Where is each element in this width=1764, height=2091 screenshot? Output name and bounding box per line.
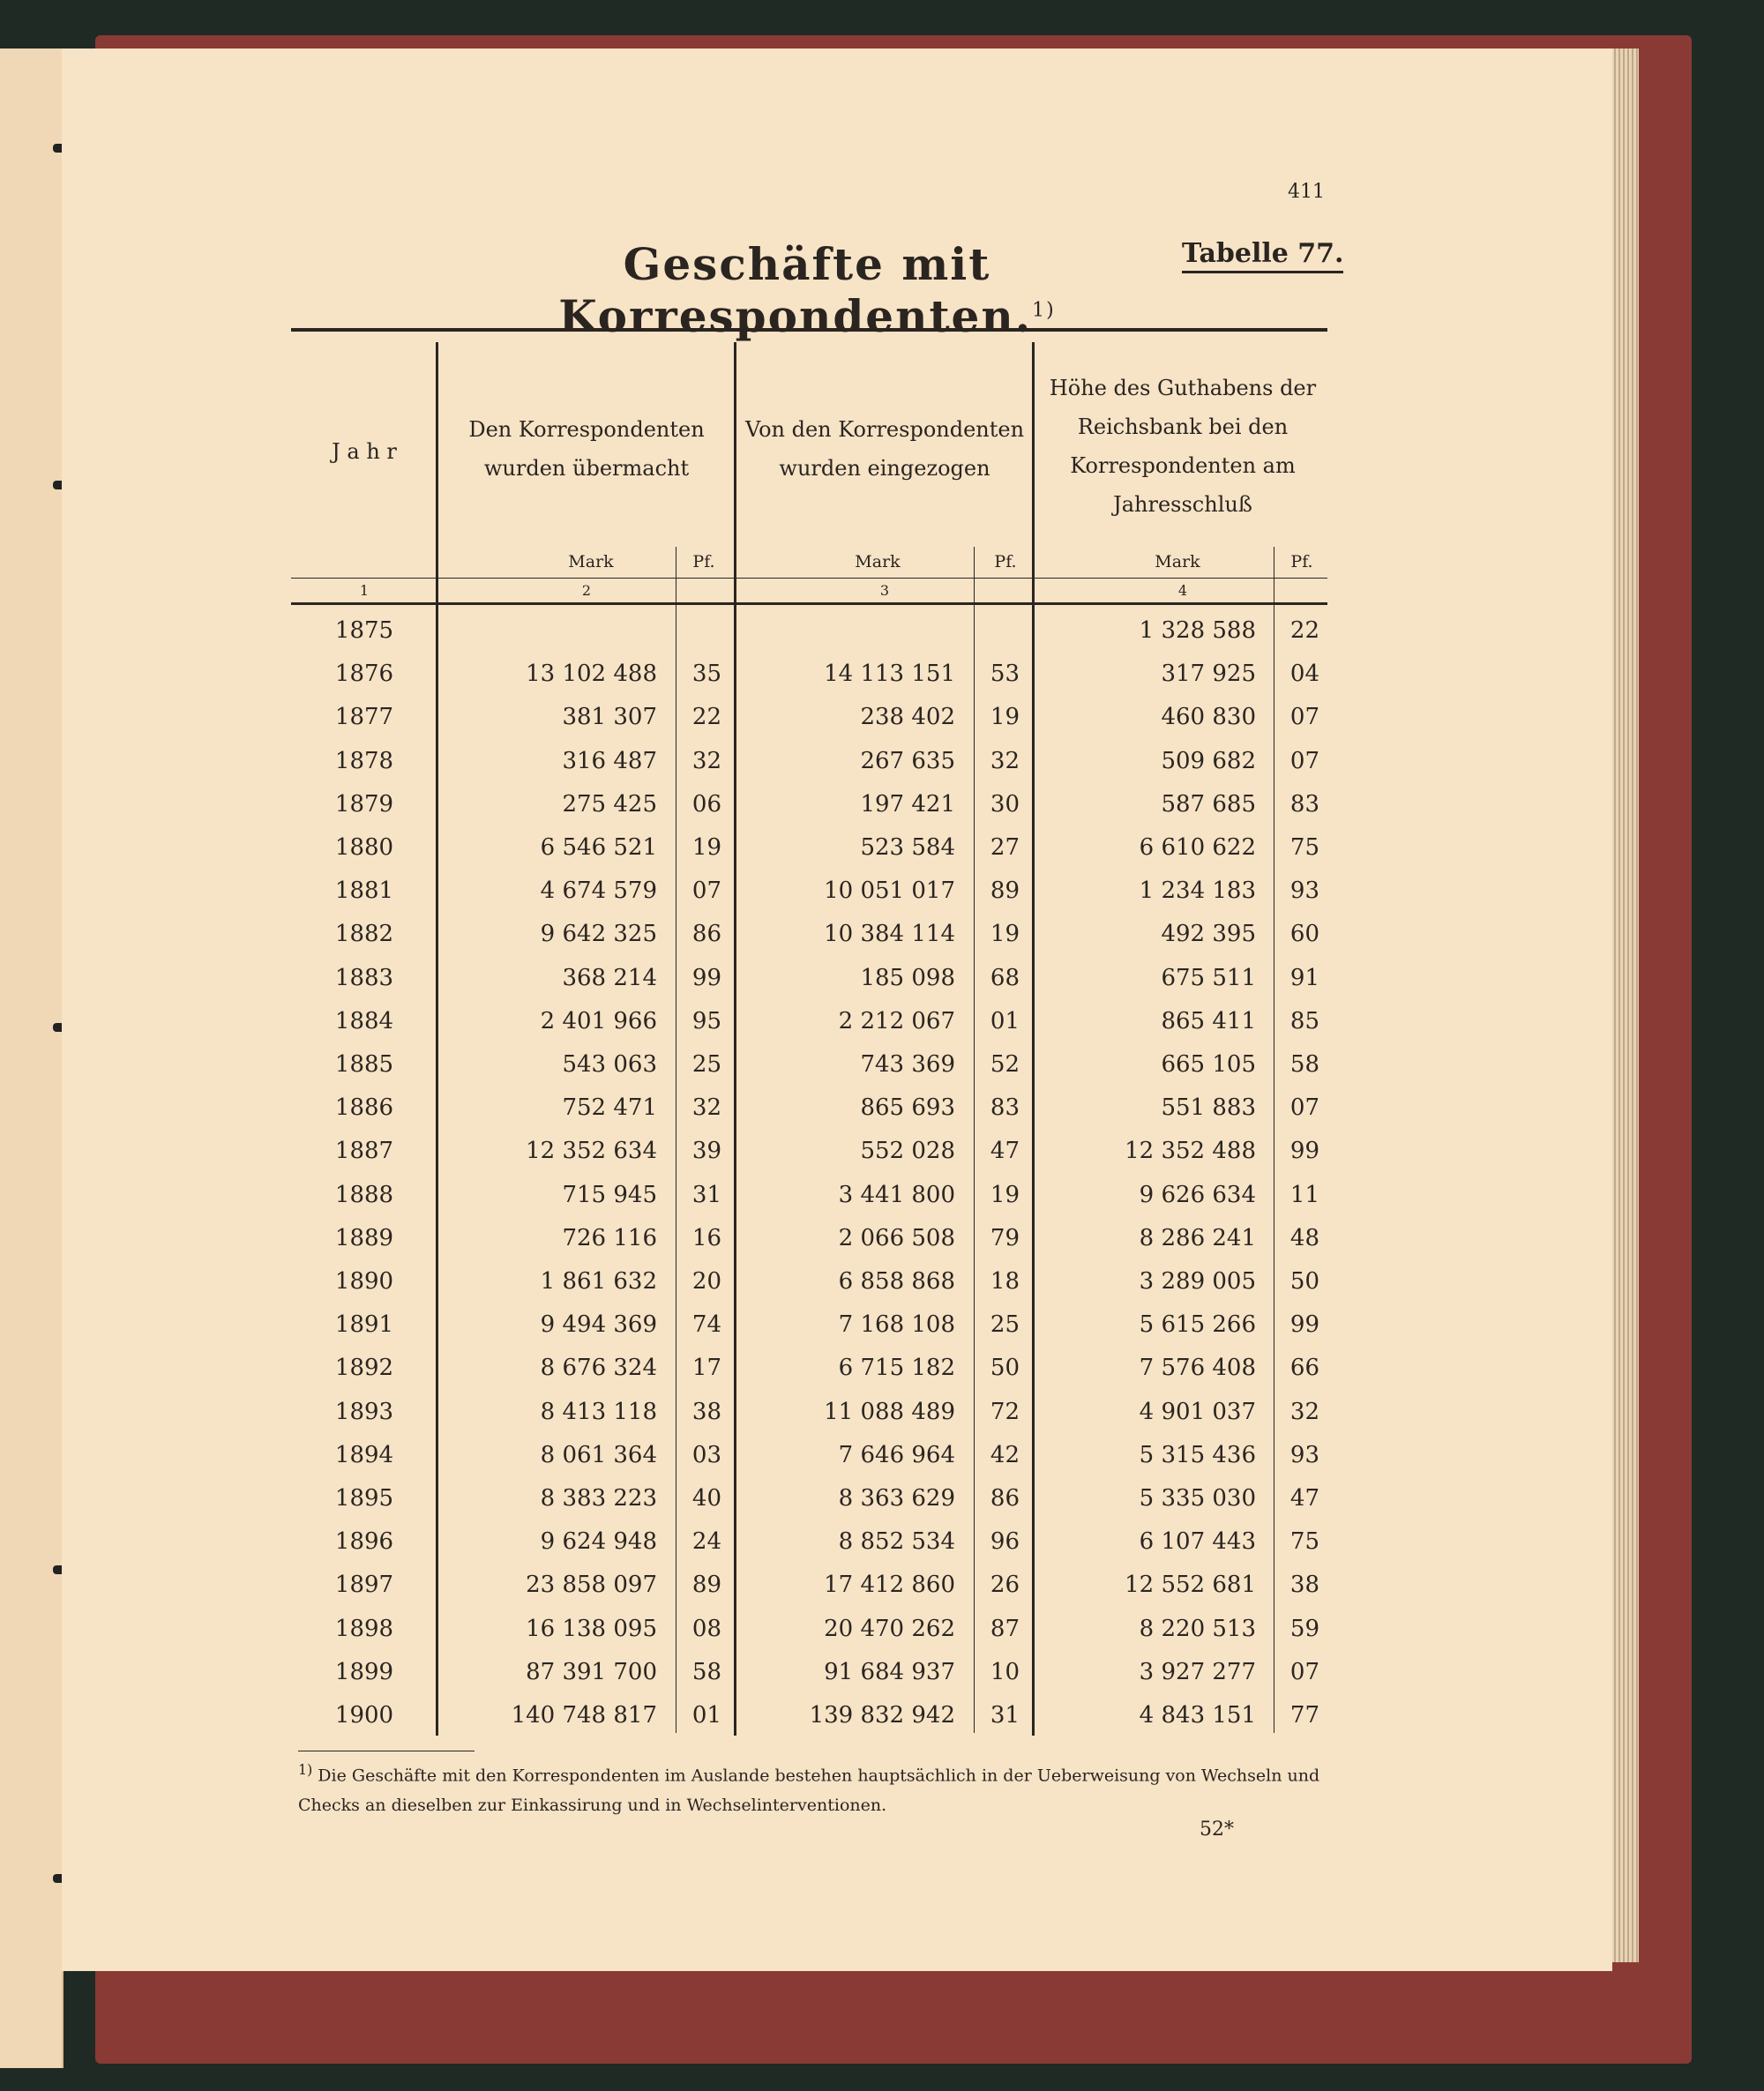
subheader-mark: Mark	[855, 552, 901, 571]
table-cell: 5 335 030	[1139, 1485, 1256, 1512]
table-cell: 14 113 151	[824, 661, 955, 687]
table-cell: 30	[990, 791, 1020, 818]
table-cell: 99	[1289, 1311, 1319, 1338]
table-cell: 39	[691, 1138, 721, 1164]
table-cell: 19	[990, 704, 1020, 730]
table-cell: 86	[691, 921, 721, 947]
table-cell: 8 220 513	[1139, 1616, 1256, 1642]
year-cell: 1878	[334, 748, 394, 774]
table-cell: 726 116	[562, 1225, 657, 1251]
table-cell: 492 395	[1161, 921, 1256, 947]
table-cell: 9 642 325	[540, 921, 657, 947]
table-cell: 32	[691, 748, 721, 774]
table-cell: 752 471	[562, 1094, 657, 1121]
year-cell: 1877	[334, 704, 394, 730]
subheader-pf: Pf.	[994, 552, 1017, 571]
title-text: Geschäfte mit Korrespondenten.	[558, 238, 1033, 342]
table-cell: 22	[691, 704, 721, 730]
table-cell: 2 212 067	[838, 1008, 955, 1034]
table-cell: 22	[1289, 617, 1319, 644]
table-cell: 381 307	[562, 704, 657, 730]
year-cell: 1890	[334, 1268, 394, 1295]
table-cell: 6 546 521	[540, 834, 657, 861]
table-cell: 79	[990, 1225, 1020, 1251]
table-cell: 587 685	[1161, 791, 1256, 818]
page-number: 411	[1288, 181, 1325, 203]
header-col4: Höhe des Guthabens der Reichsbank bei den Korrespondenten am Jahresschluß	[1049, 376, 1317, 517]
table-cell: 32	[990, 748, 1020, 774]
table-cell: 47	[1289, 1485, 1319, 1512]
year-cell: 1879	[334, 791, 394, 818]
table-cell: 5 615 266	[1139, 1311, 1256, 1338]
table-cell: 01	[990, 1008, 1020, 1034]
table-cell: 06	[691, 791, 721, 818]
table-cell: 1 861 632	[540, 1268, 657, 1295]
table-cell: 27	[990, 834, 1020, 861]
table-cell: 32	[1289, 1399, 1319, 1425]
table-cell: 04	[1289, 661, 1319, 687]
table-cell: 93	[1289, 1442, 1319, 1468]
table-cell: 5 315 436	[1139, 1442, 1256, 1468]
year-cell: 1896	[334, 1528, 394, 1555]
year-cell: 1882	[334, 921, 394, 947]
table-cell: 11	[1289, 1182, 1319, 1208]
table-cell: 4 901 037	[1139, 1399, 1256, 1425]
table-cell: 87 391 700	[526, 1659, 657, 1685]
table-cell: 01	[691, 1702, 721, 1729]
table-cell: 552 028	[860, 1138, 955, 1164]
table-cell: 238 402	[860, 704, 955, 730]
table-cell: 72	[990, 1399, 1020, 1425]
table-cell: 8 383 223	[540, 1485, 657, 1512]
table-top-rule	[291, 328, 1327, 332]
year-cell: 1891	[334, 1311, 394, 1338]
table-cell: 7 646 964	[838, 1442, 955, 1468]
table-cell: 89	[990, 877, 1020, 904]
table-cell: 83	[1289, 791, 1319, 818]
table-cell: 13 102 488	[526, 661, 657, 687]
subheader-mark: Mark	[1155, 552, 1200, 571]
table-cell: 83	[990, 1094, 1020, 1121]
year-cell: 1886	[334, 1094, 394, 1121]
table-cell: 50	[1289, 1268, 1319, 1295]
table-cell: 4 674 579	[540, 877, 657, 904]
table-cell: 317 925	[1161, 661, 1256, 687]
year-cell: 1880	[334, 834, 394, 861]
table-cell: 2 401 966	[540, 1008, 657, 1034]
table-cell: 60	[1289, 921, 1319, 947]
table-cell: 40	[691, 1485, 721, 1512]
table-cell: 267 635	[860, 748, 955, 774]
table-cell: 316 487	[562, 748, 657, 774]
table-cell: 1 328 588	[1139, 617, 1256, 644]
table-cell: 19	[990, 1182, 1020, 1208]
table-cell: 4 843 151	[1139, 1702, 1256, 1729]
table-cell: 07	[1289, 704, 1319, 730]
table-cell: 16	[691, 1225, 721, 1251]
table-cell: 18	[990, 1268, 1020, 1295]
table-cell: 865 693	[860, 1094, 955, 1121]
table-cell: 38	[1289, 1572, 1319, 1598]
year-cell: 1898	[334, 1616, 394, 1642]
year-cell: 1876	[334, 661, 394, 687]
column-divider	[734, 342, 736, 1736]
header-col2: Den Korrespondenten wurden übermacht	[468, 417, 705, 481]
year-cell: 1888	[334, 1182, 394, 1208]
subheader-pf: Pf.	[692, 552, 715, 571]
table-cell: 99	[1289, 1138, 1319, 1164]
table-cell: 12 352 488	[1125, 1138, 1256, 1164]
pf-divider	[974, 547, 975, 1733]
table-cell: 12 352 634	[526, 1138, 657, 1164]
table-cell: 17	[691, 1355, 721, 1381]
table-cell: 07	[1289, 748, 1319, 774]
year-cell: 1885	[334, 1051, 394, 1078]
table-cell: 6 715 182	[838, 1355, 955, 1381]
title-footnote-mark: 1)	[1032, 299, 1056, 322]
table-cell: 53	[990, 661, 1020, 687]
table-cell: 665 105	[1161, 1051, 1256, 1078]
table-cell: 865 411	[1161, 1008, 1256, 1034]
table-cell: 197 421	[860, 791, 955, 818]
table-cell: 8 676 324	[540, 1355, 657, 1381]
table-cell: 16 138 095	[526, 1616, 657, 1642]
year-cell: 1897	[334, 1572, 394, 1598]
column-number: 3	[879, 582, 890, 599]
table-cell: 24	[691, 1528, 721, 1555]
table-cell: 1 234 183	[1139, 877, 1256, 904]
table-cell: 48	[1289, 1225, 1319, 1251]
table-cell: 675 511	[1161, 965, 1256, 991]
table-cell: 42	[990, 1442, 1020, 1468]
table-cell: 12 552 681	[1125, 1572, 1256, 1598]
column-divider	[436, 342, 438, 1736]
table-cell: 23 858 097	[526, 1572, 657, 1598]
year-cell: 1900	[334, 1702, 394, 1729]
header-year: J a h r	[332, 439, 397, 464]
table-cell: 31	[691, 1182, 721, 1208]
table-cell: 20 470 262	[824, 1616, 955, 1642]
table-cell: 8 286 241	[1139, 1225, 1256, 1251]
table-cell: 10	[990, 1659, 1020, 1685]
year-cell: 1884	[334, 1008, 394, 1034]
table-cell: 7 168 108	[838, 1311, 955, 1338]
table-cell: 11 088 489	[824, 1399, 955, 1425]
table-cell: 139 832 942	[809, 1702, 955, 1729]
year-cell: 1899	[334, 1659, 394, 1685]
table-cell: 9 624 948	[540, 1528, 657, 1555]
year-cell: 1875	[334, 617, 394, 644]
table-cell: 86	[990, 1485, 1020, 1512]
table-cell: 140 748 817	[511, 1702, 657, 1729]
table-cell: 26	[990, 1572, 1020, 1598]
table-cell: 20	[691, 1268, 721, 1295]
table-cell: 32	[691, 1094, 721, 1121]
year-cell: 1881	[334, 877, 394, 904]
table-cell: 8 852 534	[838, 1528, 955, 1555]
table-cell: 9 626 634	[1139, 1182, 1256, 1208]
year-cell: 1893	[334, 1399, 394, 1425]
table-cell: 91 684 937	[824, 1659, 955, 1685]
footnote	[298, 1755, 1339, 1820]
table-cell: 523 584	[860, 834, 955, 861]
table-cell: 68	[990, 965, 1020, 991]
table-cell: 25	[990, 1311, 1020, 1338]
table-cell: 743 369	[860, 1051, 955, 1078]
table-cell: 509 682	[1161, 748, 1256, 774]
page-title	[481, 238, 1133, 342]
year-cell: 1895	[334, 1485, 394, 1512]
table-cell: 10 051 017	[824, 877, 955, 904]
subheader-mark: Mark	[568, 552, 614, 571]
table-cell: 8 363 629	[838, 1485, 955, 1512]
table-cell: 3 927 277	[1139, 1659, 1256, 1685]
table-cell: 7 576 408	[1139, 1355, 1256, 1381]
table-label: Tabelle 77.	[1182, 238, 1343, 273]
table-cell: 99	[691, 965, 721, 991]
table-cell: 6 610 622	[1139, 834, 1256, 861]
table-cell: 3 289 005	[1139, 1268, 1256, 1295]
left-page-edge	[0, 49, 64, 2068]
table-cell: 551 883	[1161, 1094, 1256, 1121]
table-cell: 8 061 364	[540, 1442, 657, 1468]
table-cell: 59	[1289, 1616, 1319, 1642]
table-cell: 75	[1289, 1528, 1319, 1555]
header-col3: Von den Korrespondenten wurden eingezogen	[744, 417, 1025, 481]
year-cell: 1894	[334, 1442, 394, 1468]
table-cell: 87	[990, 1616, 1020, 1642]
table-cell: 19	[990, 921, 1020, 947]
table-cell: 58	[1289, 1051, 1319, 1078]
column-number: 4	[1177, 582, 1188, 599]
table-cell: 715 945	[562, 1182, 657, 1208]
header-bottom-rule	[291, 602, 1327, 605]
subheader-rule	[291, 578, 1327, 579]
table-cell: 31	[990, 1702, 1020, 1729]
table-cell: 07	[1289, 1094, 1319, 1121]
table-cell: 50	[990, 1355, 1020, 1381]
footnote-mark: 1)	[298, 1761, 313, 1778]
table-cell: 75	[1289, 834, 1319, 861]
table-cell: 6 858 868	[838, 1268, 955, 1295]
year-cell: 1883	[334, 965, 394, 991]
table-cell: 77	[1289, 1702, 1319, 1729]
table-cell: 85	[1289, 1008, 1319, 1034]
table-cell: 10 384 114	[824, 921, 955, 947]
column-number: 2	[581, 582, 592, 599]
table-cell: 543 063	[562, 1051, 657, 1078]
table-cell: 2 066 508	[838, 1225, 955, 1251]
table-cell: 91	[1289, 965, 1319, 991]
table-cell: 96	[990, 1528, 1020, 1555]
table-cell: 95	[691, 1008, 721, 1034]
table-cell: 47	[990, 1138, 1020, 1164]
sheet-signature: 52*	[1200, 1818, 1234, 1841]
table-cell: 17 412 860	[824, 1572, 955, 1598]
table-cell: 6 107 443	[1139, 1528, 1256, 1555]
subheader-pf: Pf.	[1290, 552, 1313, 571]
table-cell: 8 413 118	[540, 1399, 657, 1425]
table-cell: 3 441 800	[838, 1182, 955, 1208]
table-cell: 89	[691, 1572, 721, 1598]
table-cell: 07	[1289, 1659, 1319, 1685]
table-cell: 58	[691, 1659, 721, 1685]
year-cell: 1887	[334, 1138, 394, 1164]
table-cell: 08	[691, 1616, 721, 1642]
table-cell: 368 214	[562, 965, 657, 991]
table-cell: 52	[990, 1051, 1020, 1078]
table-cell: 9 494 369	[540, 1311, 657, 1338]
table-cell: 38	[691, 1399, 721, 1425]
table-cell: 07	[691, 877, 721, 904]
table-cell: 19	[691, 834, 721, 861]
column-number: 1	[359, 582, 370, 599]
footnote-text: Die Geschäfte mit den Korrespondenten im Auslande bestehen hauptsächlich in der Ueberweisung von Wechseln und Checks an dieselben zur Einkassirung und in Wechselinterventionen.	[298, 1766, 1320, 1816]
table-cell: 275 425	[562, 791, 657, 818]
year-cell: 1892	[334, 1355, 394, 1381]
table-cell: 35	[691, 661, 721, 687]
table-cell: 93	[1289, 877, 1319, 904]
table-cell: 185 098	[860, 965, 955, 991]
column-divider	[1032, 342, 1035, 1736]
table-cell: 03	[691, 1442, 721, 1468]
table-cell: 460 830	[1161, 704, 1256, 730]
table-cell: 66	[1289, 1355, 1319, 1381]
table-cell: 25	[691, 1051, 721, 1078]
year-cell: 1889	[334, 1225, 394, 1251]
table-cell: 74	[691, 1311, 721, 1338]
